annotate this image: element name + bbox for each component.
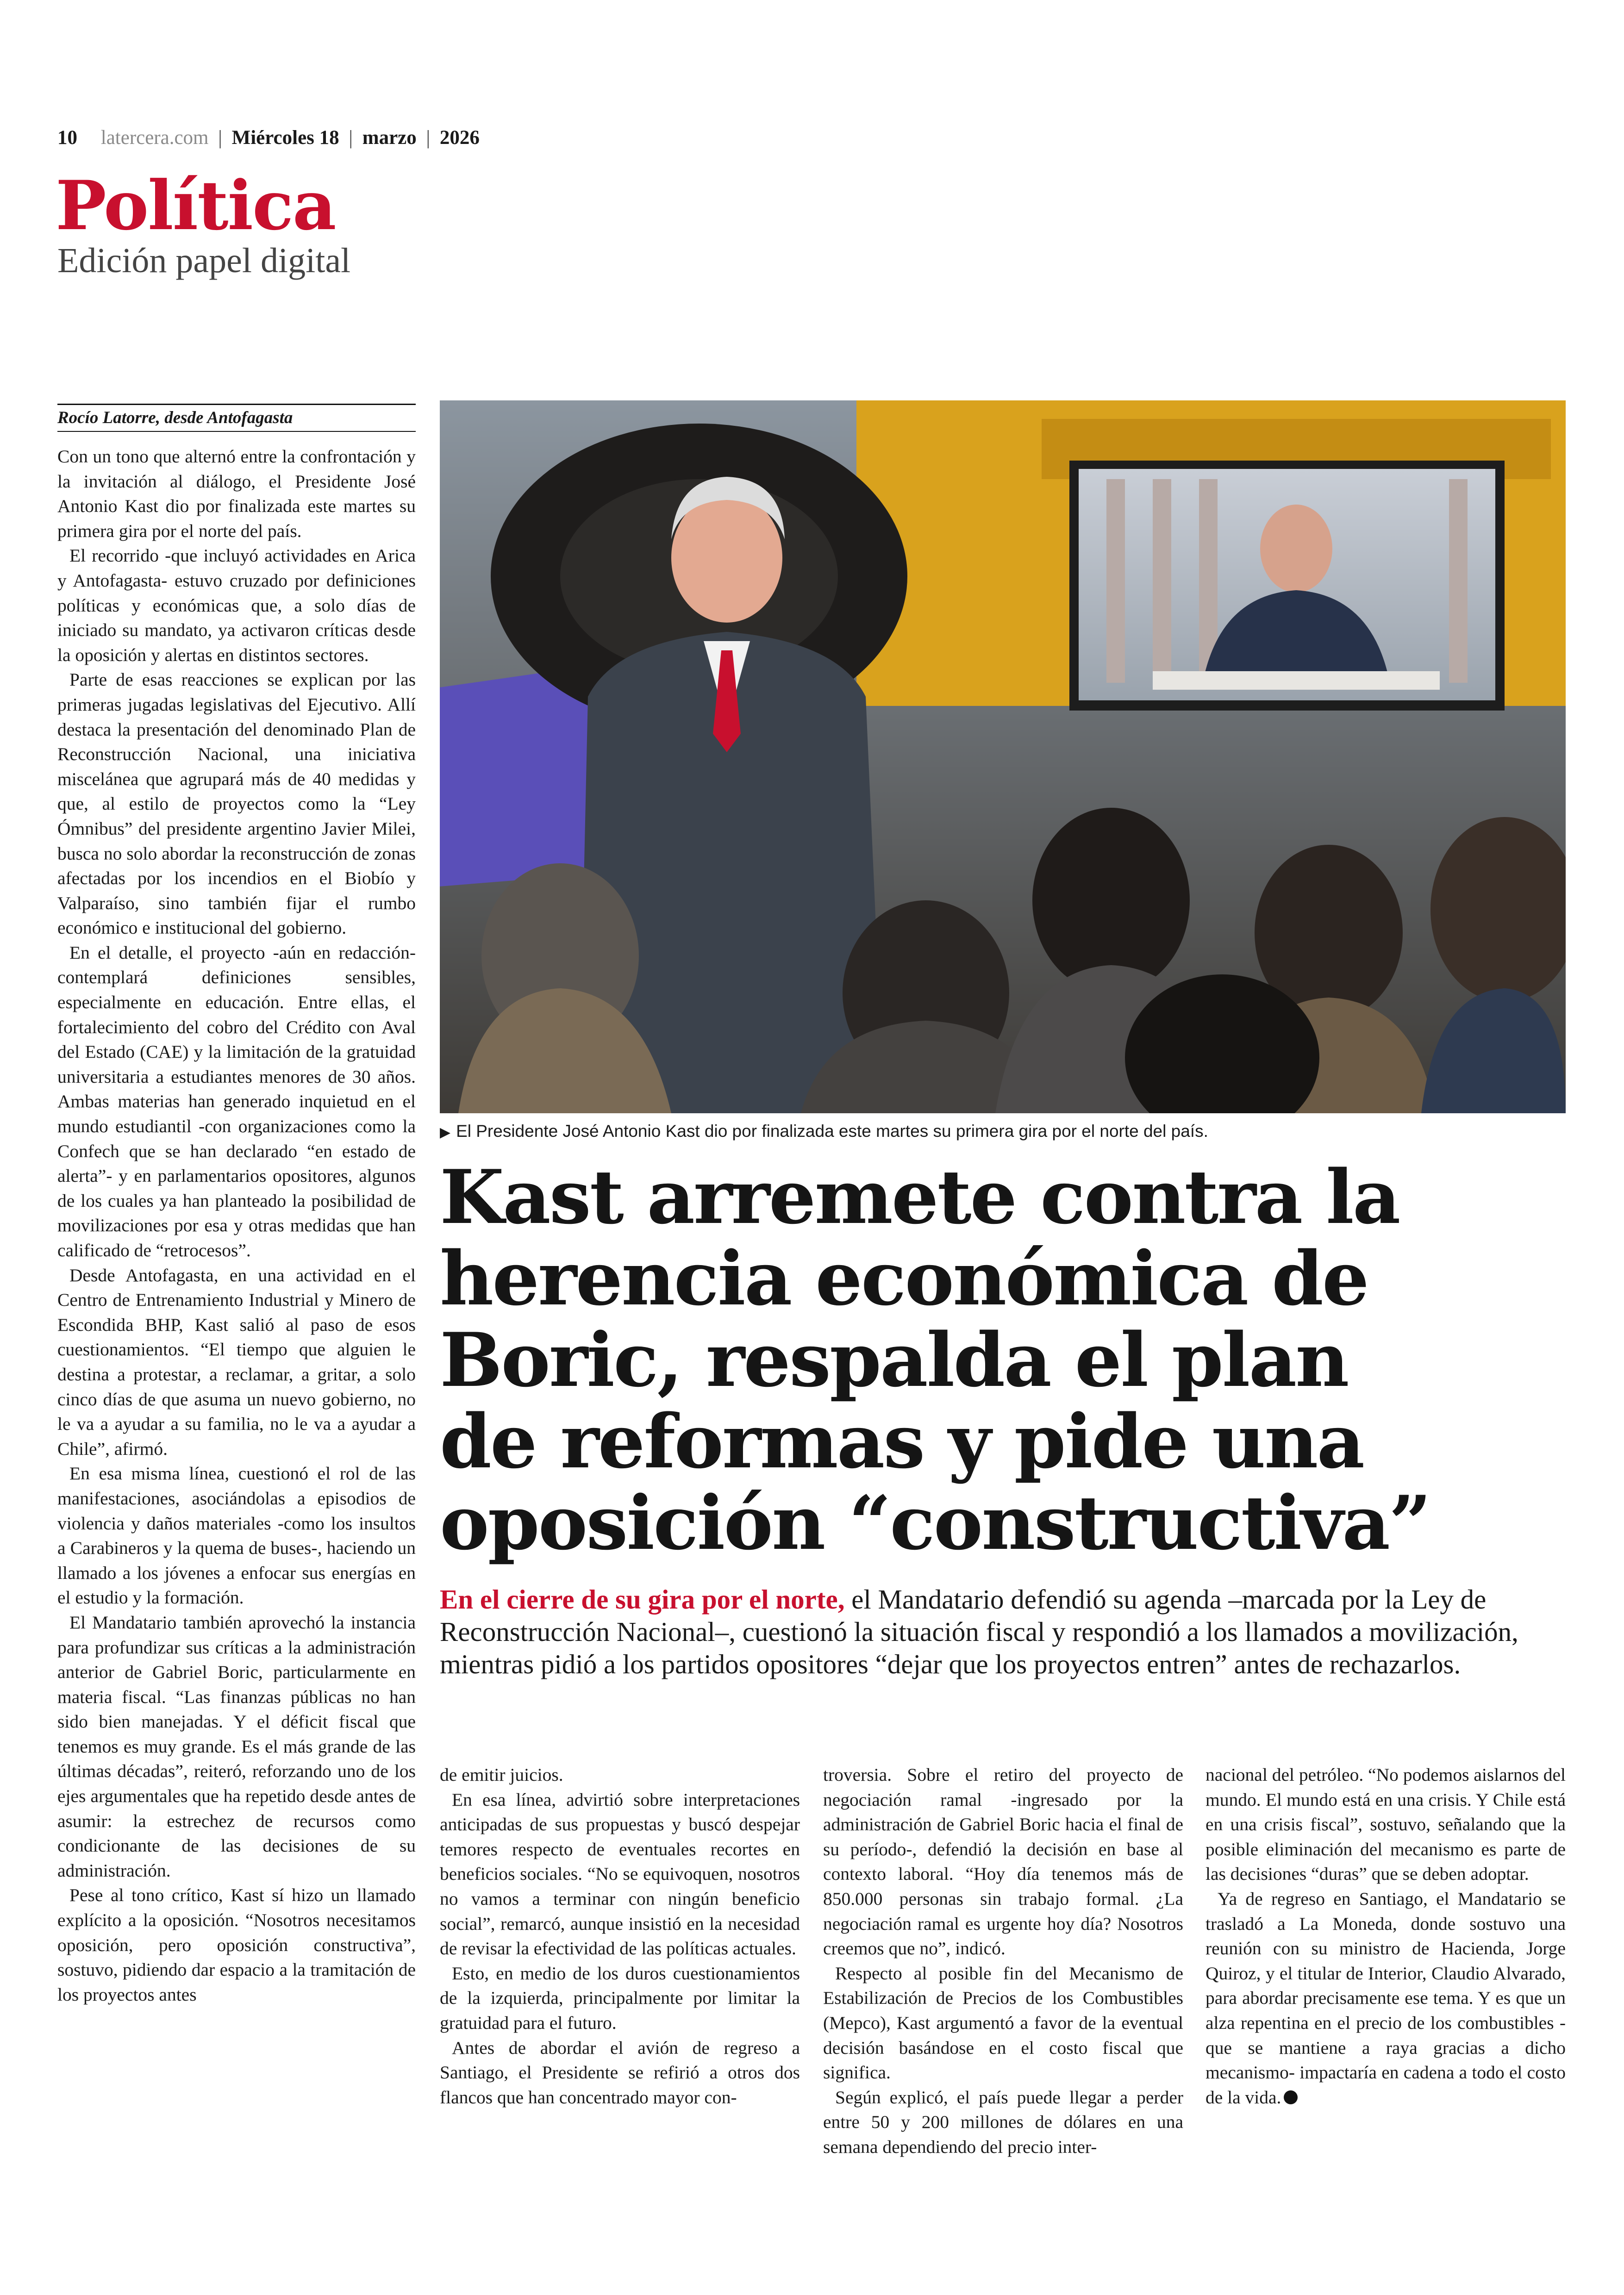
caption-text: El Presidente José Antonio Kast dio por finalizada este martes su primera gira por el norte del país. [456,1122,1208,1141]
date-weekday: Miércoles 18 [231,127,339,149]
paragraph [1206,1887,1566,2110]
paragraph: Según explicó, el país puede llegar a perder entre 50 y 200 millones de dólares en una semana dependiendo del precio inter- [823,2087,1183,2157]
paragraph: Desde Antofagasta, en una actividad en el Centro de Entrenamiento Industrial y Minero de Escondida BHP, Kast salió al paso de esos cuestionamientos. “El tiempo que alguien le destina a protestar, a reclamar, a gritar, a solo cinco días de que asuma un nuevo gobierno, no le va a ayudar a su familia, no le va a ayudar a Chile”, afirmó. [57,1265,416,1459]
paragraph: En el detalle, el proyecto -aún en redacción- contemplará definiciones sensibles, especialmente en educación. Entre ellas, el fortalecimiento del cobro del Crédito con Aval del Estado (CAE) y la limitación de la gratuidad universitaria a estudiantes menores de 30 años. Ambas materias han generado inquietud en el mundo estudiantil -con organizaciones como la Confech que se han declarado “en estado de alerta”- y en parlamentarios opositores, algunos de los cuales ya han planteado la posibilidad de movilizaciones por esa y otras medidas que han calificado de “retrocesos”. [57,942,416,1260]
article-column-3 [823,1763,1183,2170]
site-name[interactable]: latercera.com [100,127,209,149]
deck-lead: En el cierre de su gira por el norte, [440,1584,845,1615]
date-year: 2026 [439,127,480,149]
deck-text: el Mandatario defendió su agenda –marcada por la Ley de Reconstrucción Nacional–, cuestionó la situación fiscal y respondió a los llamados a movilización, mientras pidió a los partidos opositores “dejar que los proyectos entren” antes de rechazarlos. [440,1584,1518,1679]
paragraph: El Mandatario también aprovechó la instancia para profundizar sus críticas a la administración anterior de Gabriel Boric, particularmente en materia fiscal. “Las finanzas públicas no han sido bien manejadas. Y el déficit fiscal que tenemos es muy grande. Es el más grande de las últimas décadas”, reiteró, reforzando uno de los ejes argumentales que ha repetido desde antes de asumir: la estrechez de recursos como condicionante de las decisiones de su administración. [57,1612,416,1881]
paragraph: de emitir juicios. [440,1765,563,1785]
paragraph: Antes de abordar el avión de regreso a Santiago, el Presidente se refirió a otros dos flancos que han concentrado mayor con- [440,2037,800,2108]
paragraph: Parte de esas reacciones se explican por las primeras jugadas legislativas del Ejecutivo. Allí destaca la presentación del denominado Plan de Reconstrucción Nacional, una iniciativa misceláneа que agrupará más de 40 medidas y que, al estilo de proyectos como la “Ley Ómnibus” del presidente argentino Javier Milei, busca no solo abordar la reconstrucción de zonas afectadas por los incendios en el Biobío y Valparaíso, sino también fijar el rumbo económico e institucional del gobierno. [57,669,416,938]
paragraph: En esa misma línea, cuestionó el rol de las manifestaciones, asociándolas a episodios de violencia y daños materiales -como los insultos a Carabineros y la quema de buses-, haciendo un llamado a los jóvenes a enfocar sus energías en el estudio y la formación. [57,1463,416,1608]
paragraph: Con un tono que alternó entre la confrontación y la invitación al diálogo, el Presidente José Antonio Kast dio por finalizada este martes su primera gira por el norte del país. [57,446,416,541]
headline [440,1156,1569,1564]
paragraph-text: Ya de regreso en Santiago, el Mandatario se trasladó a La Moneda, donde sostuvo una reunión con su ministro de Hacienda, Jorge Quiroz, y el titular de Interior, Claudio Alvarado, para abordar precisamente ese tema. Y es que un alza repentina en el precio de los combustibles -que se mantiene a raya gracias a dicho mecanismo- impactaría en cadena a todo el costo de la vida. [1206,1888,1566,2108]
headline-line: herencia económica de [440,1235,1368,1322]
article-column-1 [57,444,416,2166]
date-month: marzo [362,127,417,149]
headline-line: Kast arremete contra la [440,1154,1399,1241]
page-folio: 10 latercera.com | Miércoles 18 | marzo | 2026 [57,127,480,149]
deck [440,1583,1569,1680]
paragraph: nacional del petróleo. “No podemos aislarnos del mundo. El mundo está en una crisis. Y Chile está en una crisis fiscal”, sostuvo, señalando que la posible eliminación del mecanismo es parte de las decisiones “duras” que se deben adoptar. [1206,1765,1566,1884]
section-title: Política [56,166,336,245]
headline-line: oposición “constructiva” [440,1479,1430,1566]
paragraph: Pese al tono crítico, Kast sí hizo un llamado explícito a la oposición. “Nosotros necesitamos oposición, pero oposición constructiva”, sostuvo, pidiendo dar espacio a la tramitación de los proyectos antes [57,1885,416,2005]
article-photo [440,400,1566,1113]
headline-line: Boric, respalda el plan [440,1316,1348,1403]
paragraph: troversia. Sobre el retiro del proyecto de negociación ramal -ingresado por la administración de Gabriel Boric hacia el final de su período-, defendió la decisión en base al contexto laboral. “Hoy día tenemos más de 850.000 personas sin trabajo formal. ¿La negociación ramal es urgente hoy día? Nosotros creemos que no”, indicó. [823,1765,1183,1959]
article-column-2 [440,1763,800,2170]
edition-subtitle: Edición papel digital [57,241,351,280]
article-column-4 [1206,1763,1566,2170]
byline: Rocío Latorre, desde Antofagasta [57,404,416,432]
end-mark-icon [1284,2090,1298,2104]
paragraph: Respecto al posible fin del Mecanismo de Estabilización de Precios de los Combustibles (Mepco), Kast argumentó a favor de la eventual decisión basándose en el costo fiscal que significa. [823,1963,1183,2083]
paragraph: Esto, en medio de los duros cuestionamientos de la izquierda, principalmente por limitar la gratuidad para el futuro. [440,1963,800,2033]
caption-arrow-icon: ▶ [440,1125,451,1140]
paragraph: El recorrido -que incluyó actividades en Arica y Antofagasta- estuvo cruzado por definiciones políticas y económicas que, a solo días de iniciado su mandato, ya activaron críticas desde la oposición y alertas en distintos sectores. [57,545,416,665]
paragraph: En esa línea, advirtió sobre interpretaciones anticipadas de sus propuestas y buscó despejar temores respecto de eventuales recortes en beneficios sociales. “No se equivoquen, nosotros no vamos a terminar con ningún beneficio social”, remarcó, aunque insistió en la necesidad de revisar la efectividad de las políticas actuales. [440,1789,800,1959]
page-number: 10 [57,127,77,149]
headline-line: de reformas y pide una [440,1398,1364,1485]
photo-caption [440,1119,1566,1145]
